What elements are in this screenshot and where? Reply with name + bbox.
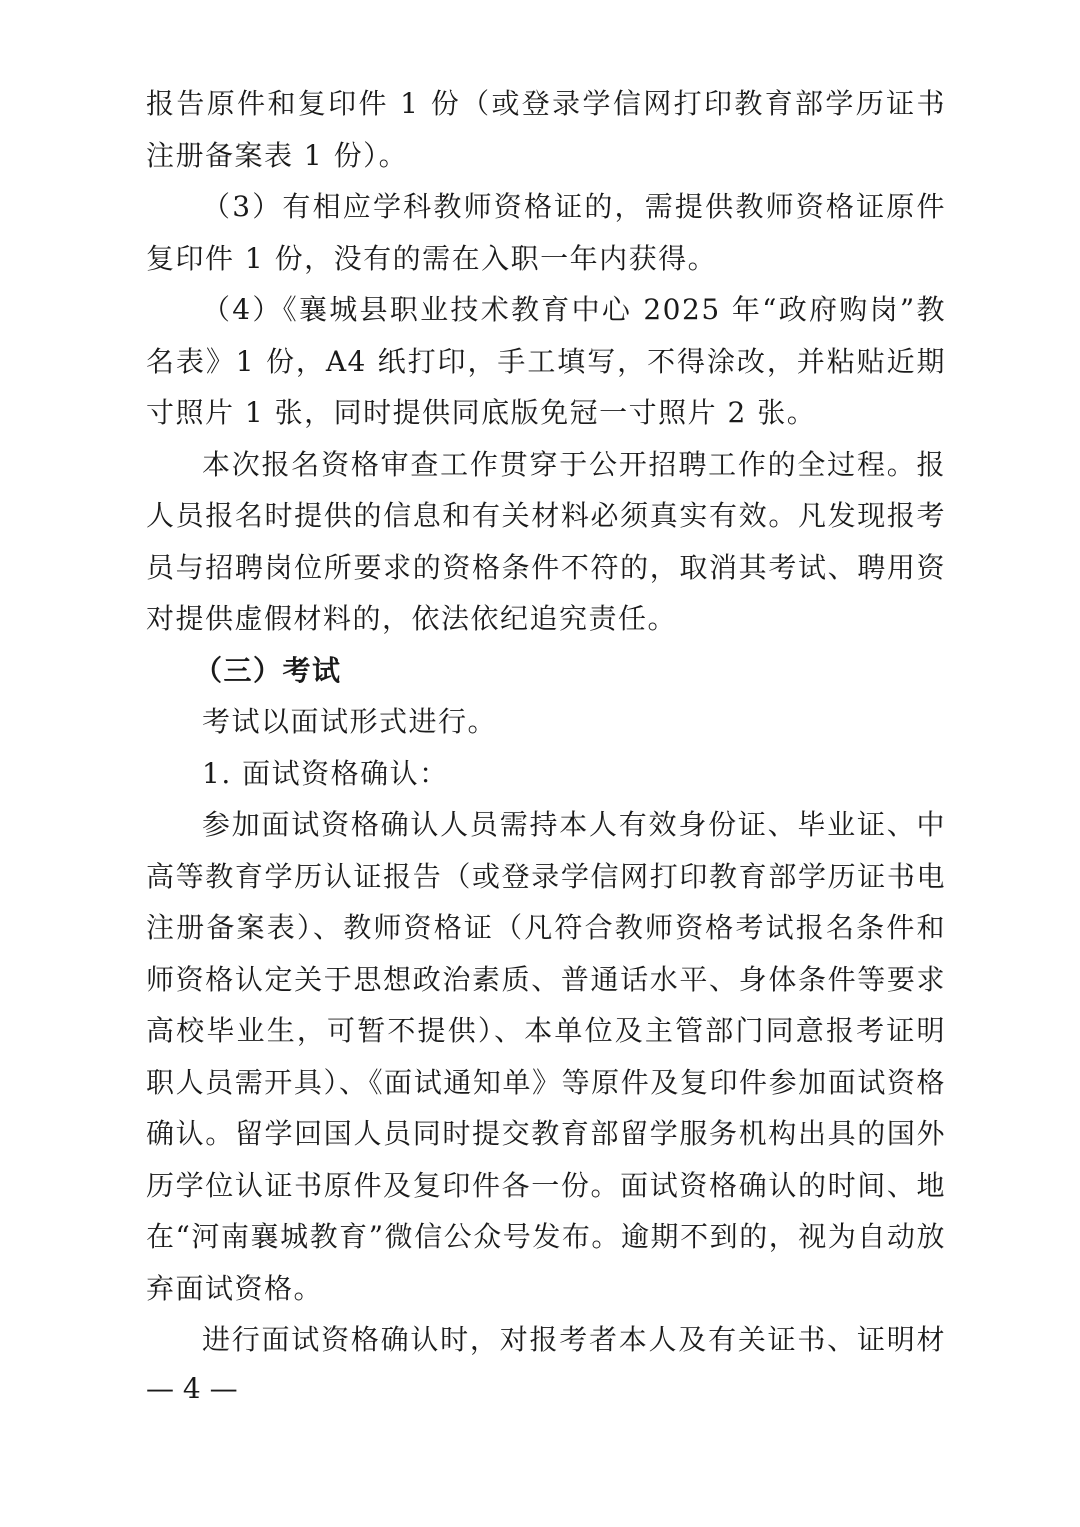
text-line: 高等教育学历认证报告（或登录学信网打印教育部学历证书电 bbox=[146, 859, 946, 893]
text-line: 进行面试资格确认时，对报考者本人及有关证书、证明材 bbox=[202, 1323, 946, 1356]
text-line: 寸照片 1 张，同时提供同底版免冠一寸照片 2 张。 bbox=[146, 396, 817, 429]
text-line: 报告原件和复印件 1 份（或登录学信网打印教育部学历证书 bbox=[146, 87, 946, 120]
text-line: 人员报名时提供的信息和有关材料必须真实有效。凡发现报考 bbox=[146, 499, 946, 532]
text-line: 对提供虚假材料的，依法依纪追究责任。 bbox=[146, 602, 678, 635]
text-line: 职人员需开具）、《面试通知单》等原件及复印件参加面试资格 bbox=[146, 1065, 946, 1099]
text-line: 弃面试资格。 bbox=[146, 1271, 324, 1305]
text-line: （4）《襄城县职业技术教育中心 2025 年“政府购岗”教 bbox=[202, 293, 946, 326]
text-line: 高校毕业生，可暂不提供）、本单位及主管部门同意报考证明 bbox=[146, 1014, 946, 1047]
section-heading: （三）考试 bbox=[194, 653, 342, 687]
text-line: 1. 面试资格确认： bbox=[202, 756, 449, 790]
text-line: 历学位认证书原件及复印件各一份。面试资格确认的时间、地 bbox=[146, 1168, 946, 1202]
text-line: （3）有相应学科教师资格证的，需提供教师资格证原件 bbox=[202, 190, 946, 223]
text-line: 员与招聘岗位所要求的资格条件不符的，取消其考试、聘用资 bbox=[146, 550, 946, 584]
text-line: 考试以面试形式进行。 bbox=[202, 705, 498, 738]
text-line: 注册备案表）、教师资格证（凡符合教师资格考试报名条件和 bbox=[146, 911, 946, 944]
text-line: 师资格认定关于思想政治素质、普通话水平、身体条件等要求 bbox=[146, 962, 946, 996]
text-line: 本次报名资格审查工作贯穿于公开招聘工作的全过程。报 bbox=[202, 447, 946, 481]
text-line: 复印件 1 份，没有的需在入职一年内获得。 bbox=[146, 241, 718, 275]
document-body bbox=[146, 78, 946, 1366]
text-line: 注册备案表 1 份）。 bbox=[146, 138, 409, 172]
text-line: 名表》1 份，A4 纸打印，手工填写，不得涂改，并粘贴近期 bbox=[146, 344, 946, 378]
text-line: 在“河南襄城教育”微信公众号发布。逾期不到的，视为自动放 bbox=[146, 1220, 946, 1253]
text-line: 确认。留学回国人员同时提交教育部留学服务机构出具的国外 bbox=[146, 1117, 946, 1150]
page-number: — 4 — bbox=[146, 1372, 238, 1405]
text-line: 参加面试资格确认人员需持本人有效身份证、毕业证、中 bbox=[202, 808, 946, 841]
